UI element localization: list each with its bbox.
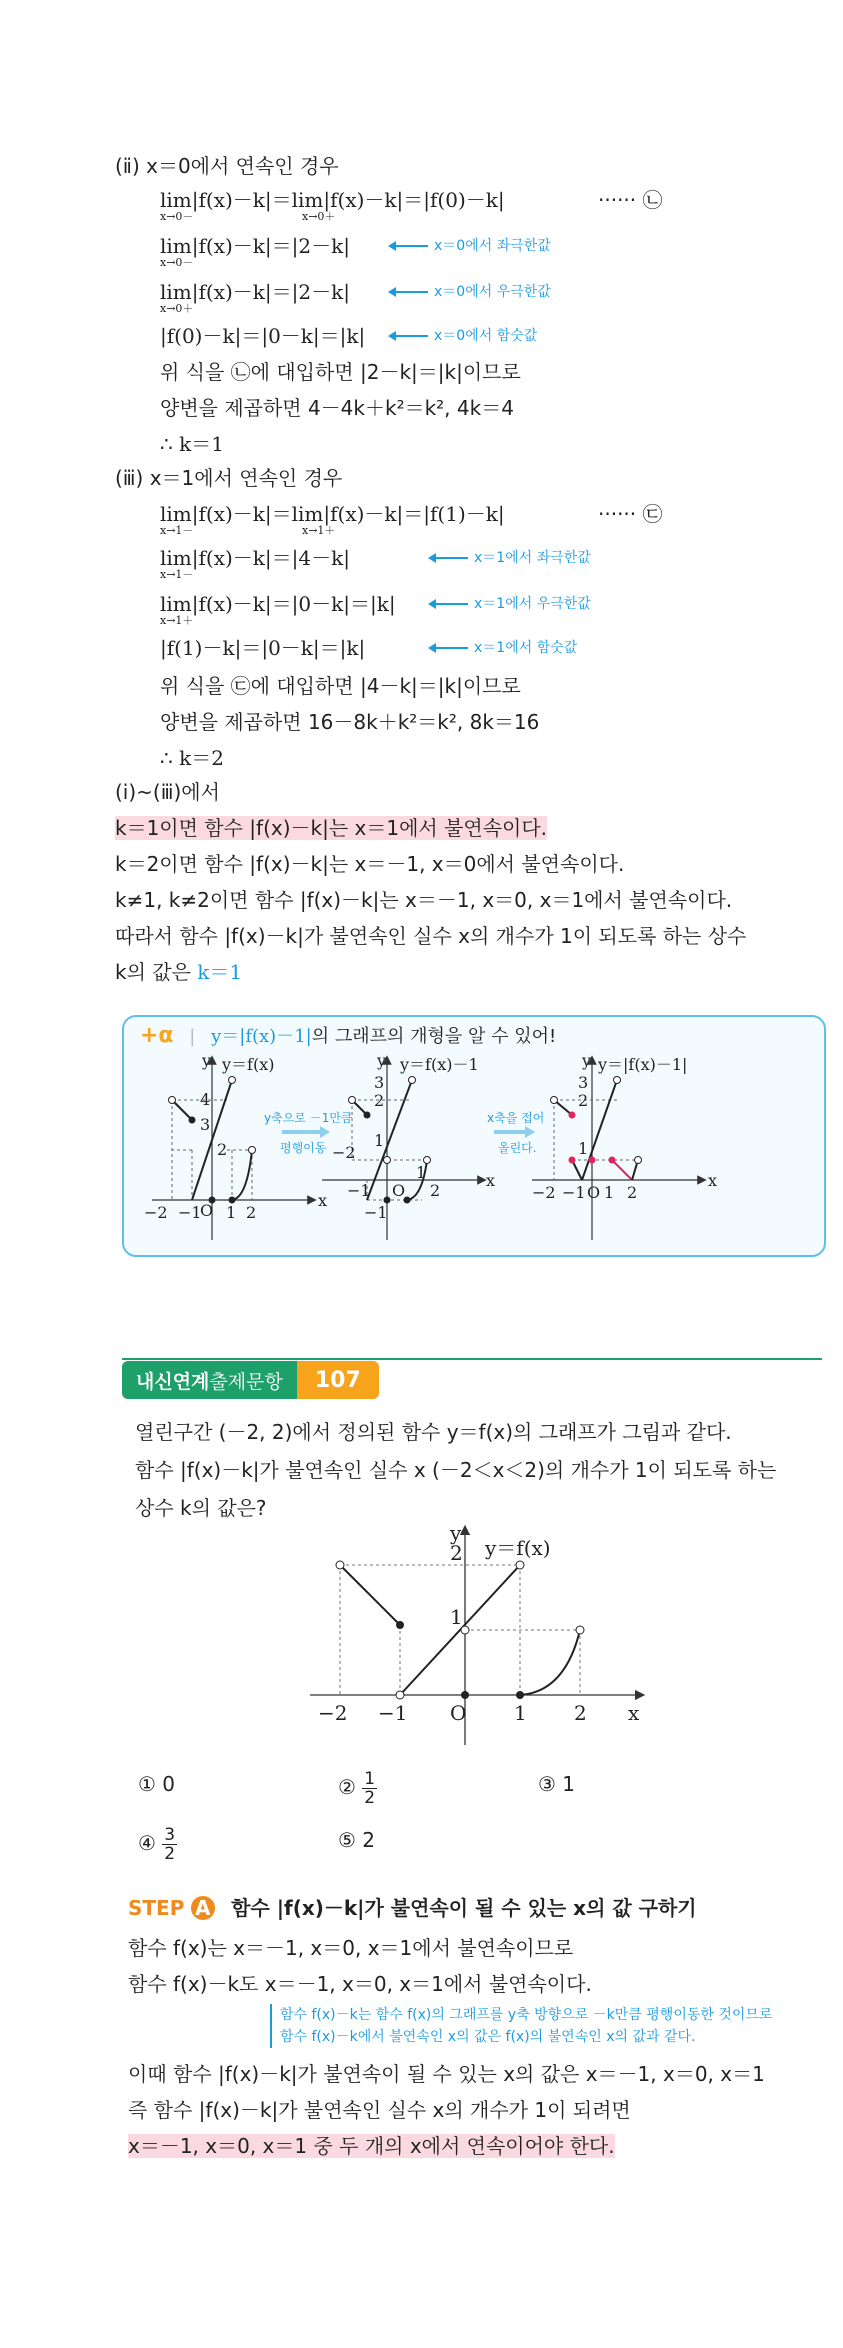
- section-iii-line-6: 양변을 제곱하면 16－8k＋k²＝k², 8k＝16: [160, 710, 540, 734]
- conclusion-line-1: (ⅰ)~(ⅲ)에서: [115, 780, 220, 804]
- plus-alpha-graphs: [122, 1050, 822, 1250]
- axis-y-label: y: [202, 1051, 212, 1070]
- conclusion-line-6: k의 값은 k＝1: [115, 960, 243, 984]
- problem-number: 107: [297, 1361, 379, 1399]
- svg-text:−2: −2: [332, 1143, 356, 1162]
- svg-text:−1: −1: [178, 1203, 202, 1222]
- problem-graph: [290, 1520, 650, 1750]
- section-ii-line-6: 양변을 제곱하면 4－4k＋k²＝k², 4k＝4: [160, 396, 514, 420]
- svg-text:O: O: [450, 1701, 467, 1725]
- conclusion-line-2: [115, 814, 547, 842]
- annotation-right-limit-0: x＝0에서 우극한값: [390, 282, 551, 302]
- step-line-3: 이때 함수 |f(x)－k|가 불연속이 될 수 있는 x의 값은 x＝－1, x＝0, x＝1: [128, 2062, 765, 2086]
- svg-text:−2: −2: [144, 1203, 168, 1222]
- svg-text:2: 2: [217, 1140, 228, 1159]
- arrow-left-icon: [390, 335, 428, 337]
- annotation-value-0: x＝0에서 함숫값: [390, 326, 537, 346]
- svg-text:−1: −1: [347, 1181, 371, 1200]
- svg-text:x: x: [628, 1701, 640, 1725]
- svg-text:O: O: [587, 1183, 601, 1202]
- arrow-2: [487, 1110, 544, 1155]
- conclusion-line-5: 따라서 함수 |f(x)－k|가 불연속인 실수 x의 개수가 1이 되도록 하는 상수: [115, 924, 747, 948]
- step-title: 함수 |f(x)－k|가 불연속이 될 수 있는 x의 값 구하기: [231, 1896, 697, 1920]
- section-ii-line-5: 위 식을 ㉡에 대입하면 |2－k|＝|k|이므로: [160, 360, 521, 384]
- problem-graph-label: y＝f(x): [485, 1536, 551, 1560]
- svg-text:3: 3: [578, 1073, 589, 1092]
- svg-text:1: 1: [450, 1605, 463, 1629]
- answer-value: k＝1: [197, 960, 243, 984]
- arrow-2-text-a: x축을 접어: [487, 1111, 545, 1125]
- svg-text:1: 1: [578, 1139, 589, 1158]
- origin-label: O: [200, 1201, 214, 1220]
- svg-text:3: 3: [374, 1073, 385, 1092]
- svg-text:2: 2: [574, 1701, 587, 1725]
- svg-text:1: 1: [604, 1183, 615, 1202]
- option-2[interactable]: ② $\frac{1}{2}$: [338, 1769, 376, 1808]
- step-label: STEP: [128, 1896, 185, 1920]
- graph-2-f-minus-1: [322, 1051, 495, 1240]
- step-a-header: [128, 1894, 697, 1922]
- section-iii-line-4: |f(1)－k|＝|0－k|＝|k|: [160, 636, 366, 660]
- step-line-1: 함수 f(x)는 x＝－1, x＝0, x＝1에서 불연속이므로: [128, 1936, 574, 1960]
- svg-text:2: 2: [627, 1183, 638, 1202]
- highlighted-step-line: x＝－1, x＝0, x＝1 중 두 개의 x에서 연속이어야 한다.: [128, 2134, 615, 2158]
- section-ii-line-1-sub-a: x→0－: [160, 210, 194, 223]
- section-iii-title: (ⅲ) x＝1에서 연속인 경우: [115, 466, 343, 490]
- svg-text:2: 2: [430, 1181, 441, 1200]
- section-iii-line-2-sub: x→1－: [160, 568, 194, 581]
- arrow-left-icon: [390, 291, 428, 293]
- arrow-left-icon: [430, 603, 468, 605]
- plus-alpha-title: +α | y＝|f(x)－1|의 그래프의 개형을 알 수 있어!: [140, 1023, 557, 1048]
- graph-2-label: y＝f(x)－1: [400, 1055, 479, 1074]
- highlighted-conclusion: k＝1이면 함수 |f(x)－k|는 x＝1에서 불연속이다.: [115, 816, 548, 840]
- section-iii-line-3: lim|f(x)－k|＝|0－k|＝|k|: [160, 592, 396, 616]
- svg-text:−1: −1: [562, 1183, 586, 1202]
- step-line-2: 함수 f(x)－k도 x＝－1, x＝0, x＝1에서 불연속이다.: [128, 1972, 592, 1996]
- section-ii-line-3: lim|f(x)－k|＝|2－k|: [160, 280, 350, 304]
- equation-tag-ii: ······ ㉡: [598, 188, 663, 212]
- section-ii-line-4: |f(0)－k|＝|0－k|＝|k|: [160, 324, 366, 348]
- svg-text:y: y: [582, 1051, 592, 1070]
- svg-text:2: 2: [246, 1203, 257, 1222]
- section-iii-line-5: 위 식을 ㉢에 대입하면 |4－k|＝|k|이므로: [160, 674, 521, 698]
- problem-badge: [122, 1361, 379, 1399]
- svg-text:x: x: [708, 1171, 718, 1190]
- arrow-left-icon: [430, 647, 468, 649]
- problem-line-1: 열린구간 (－2, 2)에서 정의된 함수 y＝f(x)의 그래프가 그림과 같다.: [135, 1420, 732, 1444]
- arrow-2-text-b: 올린다.: [498, 1141, 537, 1155]
- section-iii-line-2: lim|f(x)－k|＝|4－k|: [160, 546, 350, 570]
- problem-line-3: 상수 k의 값은?: [135, 1496, 267, 1520]
- option-3[interactable]: ③ 1: [538, 1772, 576, 1796]
- section-iii-line-1: lim|f(x)－k|＝lim|f(x)－k|＝|f(1)－k|: [160, 502, 505, 526]
- arrow-1-text-a: y축으로 －1만큼: [264, 1111, 353, 1125]
- step-line-5: [128, 2132, 615, 2160]
- svg-text:2: 2: [374, 1091, 385, 1110]
- svg-text:y: y: [377, 1051, 387, 1070]
- svg-text:1: 1: [416, 1163, 427, 1182]
- section-ii-line-2: lim|f(x)－k|＝|2－k|: [160, 234, 350, 258]
- graph-3-label: y＝|f(x)－1|: [598, 1055, 688, 1074]
- axis-x-label: x: [318, 1191, 328, 1210]
- arrow-left-icon: [390, 245, 428, 247]
- svg-text:y: y: [450, 1521, 462, 1545]
- arrow-left-icon: [430, 557, 468, 559]
- svg-text:1: 1: [374, 1131, 385, 1150]
- annotation-value-1: x＝1에서 함숫값: [430, 638, 577, 658]
- annotation-left-limit-0: x＝0에서 좌극한값: [390, 236, 551, 256]
- step-line-4: 즉 함수 |f(x)－k|가 불연속인 실수 x의 개수가 1이 되려면: [128, 2098, 631, 2122]
- graph-3-abs: [532, 1051, 717, 1240]
- svg-text:−2: −2: [318, 1701, 348, 1725]
- graph-1-label: y＝f(x): [222, 1055, 275, 1074]
- option-1[interactable]: ① 0: [138, 1772, 176, 1796]
- problem-line-2: 함수 |f(x)－k|가 불연속인 실수 x (－2＜x＜2)의 개수가 1이 되도록 하는: [135, 1458, 777, 1482]
- option-4[interactable]: ④ $\frac{3}{2}$: [138, 1825, 176, 1864]
- svg-text:−1: −1: [364, 1203, 388, 1222]
- section-iii-line-1-sub-a: x→1－: [160, 524, 194, 537]
- annotation-right-limit-1: x＝1에서 우극한값: [430, 594, 591, 614]
- svg-text:3: 3: [200, 1115, 211, 1134]
- svg-text:4: 4: [200, 1090, 211, 1109]
- svg-text:2: 2: [578, 1091, 589, 1110]
- svg-text:O: O: [392, 1181, 406, 1200]
- fraction-one-half: $\frac{1}{2}$: [364, 1769, 376, 1808]
- plus-alpha-icon: +α: [140, 1023, 174, 1048]
- section-ii-line-1: lim|f(x)－k|＝lim|f(x)－k|＝|f(0)－k|: [160, 188, 505, 212]
- step-note: 함수 f(x)－k는 함수 f(x)의 그래프를 y축 방향으로 －k만큼 평행이동한 것이므로 함수 f(x)－k에서 불연속인 x의 값은 f(x)의 불연속인 x의 값과 같다.: [270, 2004, 772, 2048]
- svg-text:x: x: [486, 1171, 496, 1190]
- svg-text:−1: −1: [378, 1701, 408, 1725]
- svg-text:1: 1: [514, 1701, 527, 1725]
- section-ii-line-3-sub: x→0＋: [160, 302, 194, 315]
- section-ii-line-1-sub-b: x→0＋: [302, 210, 336, 223]
- badge-label: 내신연계 출제문항: [122, 1361, 297, 1399]
- svg-text:2: 2: [450, 1541, 463, 1565]
- conclusion-line-4: k≠1, k≠2이면 함수 |f(x)－k|는 x＝－1, x＝0, x＝1에서 불연속이다.: [115, 888, 733, 912]
- section-ii-line-2-sub: x→0－: [160, 256, 194, 269]
- section-divider: [122, 1358, 822, 1360]
- section-ii-line-7: ∴ k＝1: [160, 432, 224, 456]
- section-ii-title: (ⅱ) x＝0에서 연속인 경우: [115, 154, 339, 178]
- svg-text:−2: −2: [532, 1183, 556, 1202]
- annotation-left-limit-1: x＝1에서 좌극한값: [430, 548, 591, 568]
- svg-text:1: 1: [226, 1203, 237, 1222]
- arrow-1-text-b: 평행이동: [280, 1141, 327, 1155]
- equation-tag-iii: ······ ㉢: [598, 502, 663, 526]
- conclusion-line-3: k＝2이면 함수 |f(x)－k|는 x＝－1, x＝0에서 불연속이다.: [115, 852, 625, 876]
- step-letter-icon: A: [191, 1896, 215, 1920]
- section-iii-line-1-sub-b: x→1＋: [302, 524, 336, 537]
- fraction-three-halves: $\frac{3}{2}$: [164, 1825, 176, 1864]
- section-iii-line-7: ∴ k＝2: [160, 746, 224, 770]
- section-iii-line-3-sub: x→1＋: [160, 614, 194, 627]
- option-5[interactable]: ⑤ 2: [338, 1828, 376, 1852]
